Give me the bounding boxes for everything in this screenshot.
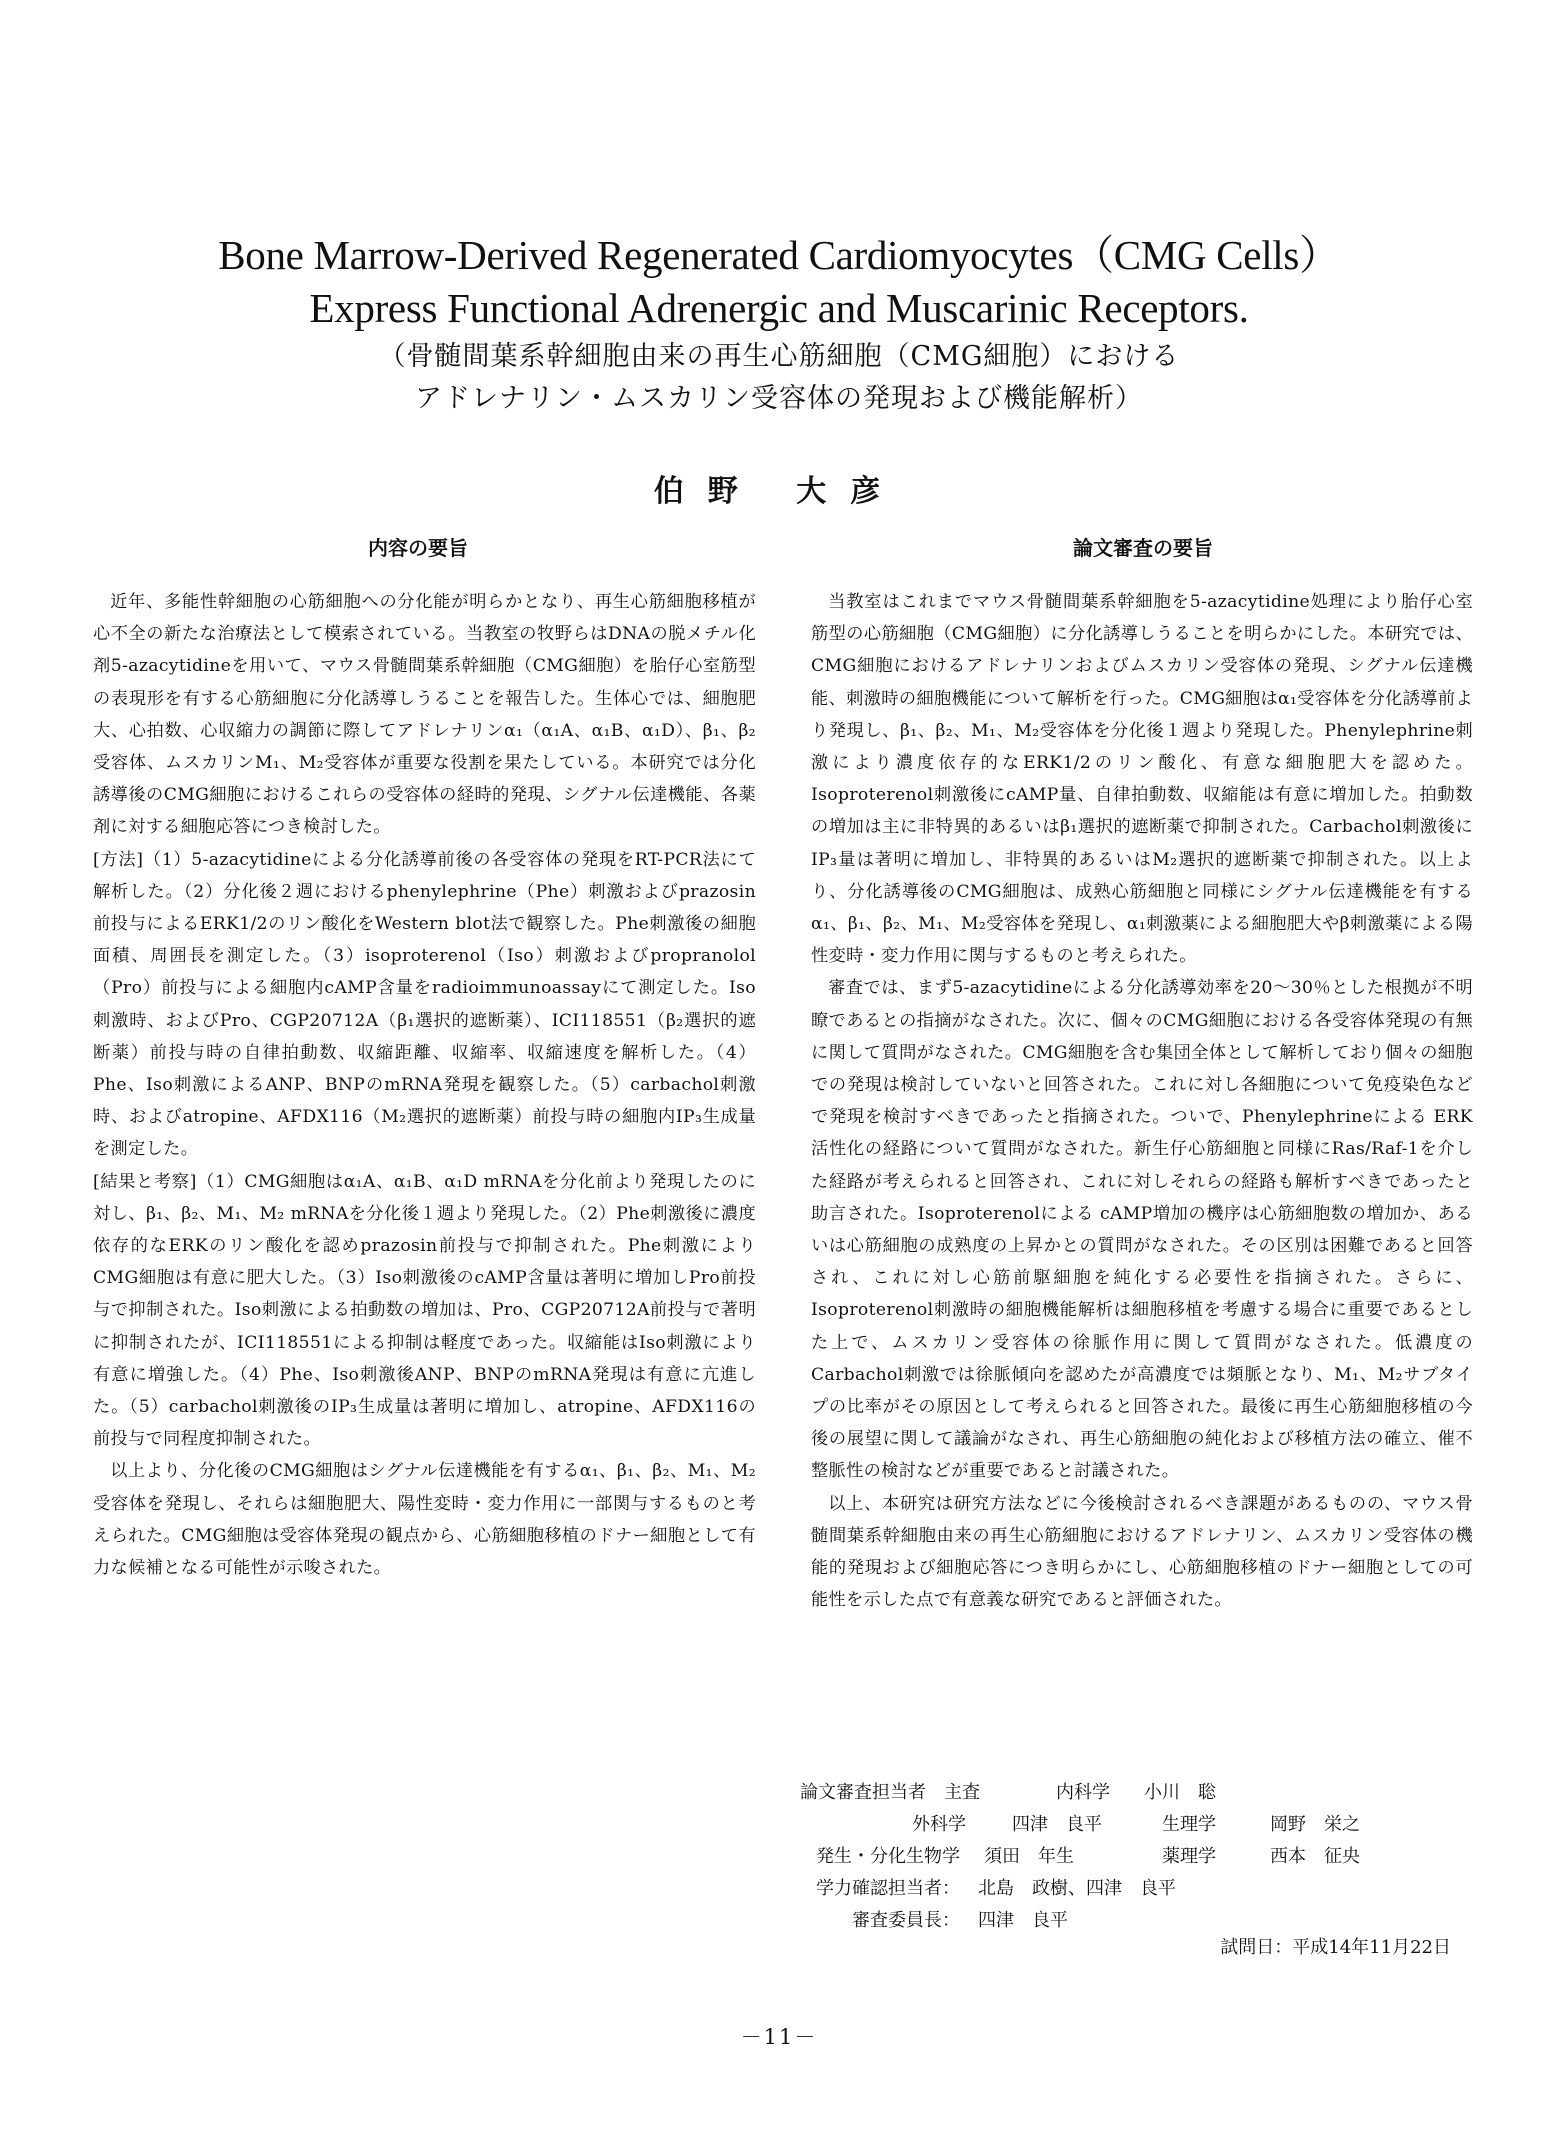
summary-paragraph-methods: [方法]（1）5-azacytidineによる分化誘導前後の各受容体の発現をRT-PCR法にて解析した。（2）分化後２週におけるphenylephrine（Phe）刺激およびprazosin前投与によるERK1/2のリン酸化をWestern blot法で観察した。Phe刺激後の細胞面積、周囲長を測定した。（3）isoproterenol（Iso）刺激およびpropranolol（Pro）前投与による細胞内cAMP含量をradioimmunoassayにて測定した。Iso刺激時、およびPro、CGP20712A（β₁選択的遮断薬）、ICI118551（β₂選択的遮断薬）前投与時の自律拍動数、収縮距離、収縮率、収縮速度を解析した。（4）Phe、Iso刺激によるANP、BNPのmRNA発現を観察した。（5）carbachol刺激時、およびatropine、AFDX116（M₂選択的遮断薬）前投与時の細胞内IP₃生成量を測定した。 — [93, 849, 756, 1160]
summary-paragraph-conclusion: 以上より、分化後のCMG細胞はシグナル伝達機能を有するα₁、β₁、β₂、M₁、M₂受容体を発現し、それらは細胞肥大、陽性変時・変力作用に一部関与するものと考えられた。CMG細胞は受容体発現の観点から、心筋細胞移植のドナー細胞として有力な候補となる可能性が示唆された。 — [93, 1461, 756, 1579]
review-paragraph-discussion: 審査では、まず5-azacytidineによる分化誘導効率を20～30％とした根拠が不明瞭であるとの指摘がなされた。次に、個々のCMG細胞における各受容体発現の有無に関して質問がなされた。CMG細胞を含む集団全体として解析しており個々の細胞での発現は検討していないと回答された。これに対し各細胞について免疫染色などで発現を検討すべきであったと指摘された。ついで、Phenylephrineによる ERK活性化の経路について質問がなされた。新生仔心筋細胞と同様にRas/Raf-1を介した経路が考えられると回答され、これに対しそれらの経路も解析すべきであったと助言された。Isoproterenolによる cAMP増加の機序は心筋細胞数の増加か、あるいは心筋細胞の成熟度の上昇かとの質問がなされた。その区別は困難であると回答され、これに対し心筋前駆細胞を純化する必要性を指摘された。さらに、Isoproterenol刺激時の細胞機能解析は細胞移植を考慮する場合に重要であるとした上で、ムスカリン受容体の徐脈作用に関して質問がなされた。低濃度のCarbachol刺激では徐脈傾向を認めたが高濃度では頻脈となり、M₁、M₂サブタイプの比率がその原因として考えられると回答された。最後に再生心筋細胞移植の今後の展望に関して議論がなされ、再生心筋細胞の純化および移植方法の確立、催不整脈性の検討などが重要であると討議された。 — [811, 978, 1473, 1482]
title-japanese-line-2: アドレナリン・ムスカリン受容体の発現および機能解析） — [415, 383, 1143, 414]
reviewer-dept: 外科学 — [912, 1814, 966, 1835]
reviewer-name: 岡野 栄之 — [1270, 1814, 1360, 1835]
reviewer-line-1 — [800, 1809, 1480, 1841]
confirm-label: 学力確認担当者： — [816, 1878, 960, 1899]
review-heading: 論文審査の要旨 — [1073, 536, 1213, 560]
chief-dept: 内科学 — [1056, 1782, 1110, 1803]
review-column — [811, 586, 1473, 1617]
page-number: －11－ — [740, 2025, 818, 2049]
reviewer-name: 西本 征央 — [1270, 1846, 1360, 1867]
committee-label: 審査委員長： — [852, 1910, 960, 1931]
chief-label: 論文審査担当者 主査 — [800, 1782, 980, 1803]
reviewer-line-confirm — [800, 1873, 1480, 1905]
reviewer-dept: 生理学 — [1162, 1814, 1216, 1835]
title-english-line-2: Express Functional Adrenergic and Muscarinic Receptors. — [309, 285, 1249, 331]
reviewer-list — [800, 1777, 1480, 1937]
reviewer-name: 四津 良平 — [1012, 1814, 1102, 1835]
summary-paragraph: 近年、多能性幹細胞の心筋細胞への分化能が明らかとなり、再生心筋細胞移植が心不全の新たな治療法として模索されている。当教室の牧野らはDNAの脱メチル化剤5-azacytidineを用いて、マウス骨髄間葉系幹細胞（CMG細胞）を胎仔心室筋型の表現形を有する心筋細胞に分化誘導しうることを報告した。生体心では、細胞肥大、心拍数、心収縮力の調節に際してアドレナリンα₁（α₁A、α₁B、α₁D）、β₁、β₂受容体、ムスカリンM₁、M₂受容体が重要な役割を果たしている。本研究では分化誘導後のCMG細胞におけるこれらの受容体の経時的発現、シグナル伝達機能、各薬剤に対する細胞応答につき検討した。 — [93, 592, 756, 838]
reviewer-line-2 — [800, 1841, 1480, 1873]
exam-date: 試問日：平成14年11月22日 — [1220, 1937, 1451, 1958]
summary-column — [93, 586, 756, 1584]
title-japanese-line-1: （骨髄間葉系幹細胞由来の再生心筋細胞（CMG細胞）における — [378, 341, 1180, 372]
summary-heading: 内容の要旨 — [368, 536, 468, 560]
chief-name: 小川 聡 — [1144, 1782, 1216, 1803]
reviewer-line-chief — [800, 1777, 1480, 1809]
confirm-names: 北島 政樹、四津 良平 — [978, 1878, 1176, 1899]
reviewer-dept: 発生・分化生物学 — [816, 1846, 960, 1867]
committee-name: 四津 良平 — [978, 1910, 1068, 1931]
reviewer-name: 須田 年生 — [984, 1846, 1074, 1867]
author-name: 伯野 大彦 — [653, 474, 905, 509]
reviewer-dept: 薬理学 — [1162, 1846, 1216, 1867]
review-paragraph: 当教室はこれまでマウス骨髄間葉系幹細胞を5-azacytidine処理により胎仔心室筋型の心筋細胞（CMG細胞）に分化誘導しうることを明らかにした。本研究では、CMG細胞におけるアドレナリンおよびムスカリン受容体の発現、シグナル伝達機能、刺激時の細胞機能について解析を行った。CMG細胞はα₁受容体を分化誘導前より発現し、β₁、β₂、M₁、M₂受容体を分化後１週より発現した。Phenylephrine刺激により濃度依存的なERK1/2のリン酸化、有意な細胞肥大を認めた。Isoproterenol刺激後にcAMP量、自律拍動数、収縮能は有意に増加した。拍動数の増加は主に非特異的あるいはβ₁選択的遮断薬で抑制された。Carbachol刺激後にIP₃量は著明に増加し、非特異的あるいはM₂選択的遮断薬で抑制された。以上より、分化誘導後のCMG細胞は、成熟心筋細胞と同様にシグナル伝達機能を有するα₁、β₁、β₂、M₁、M₂受容体を発現し、α₁刺激薬による細胞肥大やβ刺激薬による陽性変時・変力作用に関与するものと考えられた。 — [811, 592, 1473, 967]
review-paragraph-conclusion: 以上、本研究は研究方法などに今後検討されるべき課題があるものの、マウス骨髄間葉系幹細胞由来の再生心筋細胞におけるアドレナリン、ムスカリン受容体の機能的発現および細胞応答につき明らかにし、心筋細胞移植のドナー細胞としての可能性を示した点で有意義な研究であると評価された。 — [811, 1493, 1473, 1611]
title-english-line-1: Bone Marrow-Derived Regenerated Cardiomyocytes（CMG Cells） — [218, 232, 1340, 278]
summary-paragraph-results: [結果と考察]（1）CMG細胞はα₁A、α₁B、α₁D mRNAを分化前より発現したのに対し、β₁、β₂、M₁、M₂ mRNAを分化後１週より発現した。（2）Phe刺激後に濃度依存的なERKのリン酸化を認めprazosin前投与で抑制された。Phe刺激によりCMG細胞は有意に肥大した。（3）Iso刺激後のcAMP含量は著明に増加しPro前投与で抑制された。Iso刺激による拍動数の増加は、Pro、CGP20712A前投与で著明に抑制されたが、ICI118551による抑制は軽度であった。収縮能はIso刺激により有意に増強した。（4）Phe、Iso刺激後ANP、BNPのmRNA発現は有意に亢進した。（5）carbachol刺激後のIP₃生成量は著明に増加し、atropine、AFDX116の前投与で同程度抑制された。 — [93, 1171, 756, 1450]
